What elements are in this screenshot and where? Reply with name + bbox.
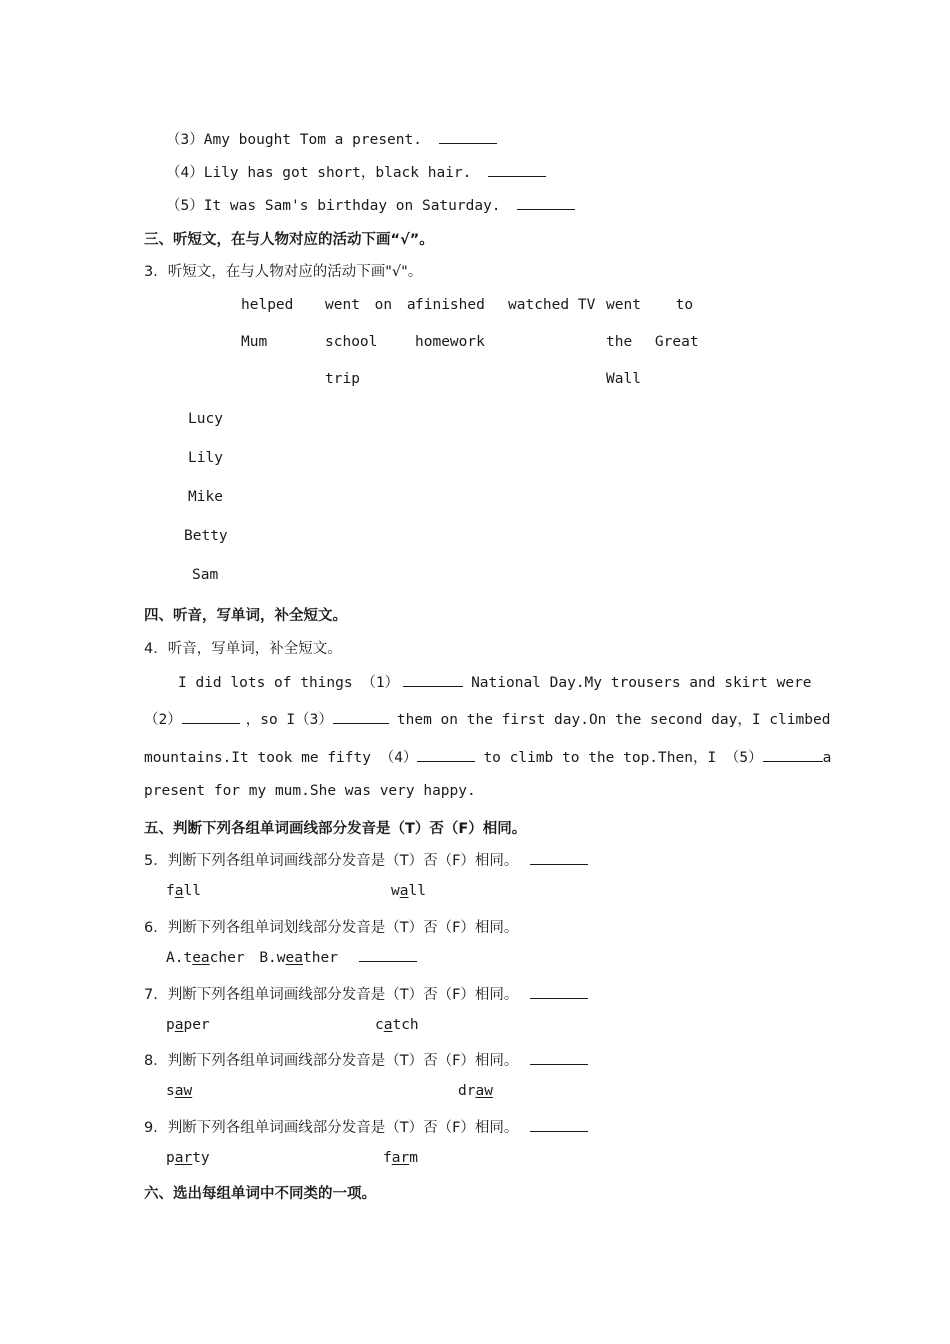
q5-word-1: fall <box>166 883 201 899</box>
question-6: 6．判断下列各组单词划线部分发音是（T）否（F）相同。 <box>144 920 519 936</box>
passage-line-4: present for my mum.She was very happy. <box>144 783 476 799</box>
blank-3[interactable] <box>333 722 389 724</box>
passage-line-2: （2） ，so I（3） them on the first day.On the second day，I climbed <box>144 712 831 728</box>
person-lily: Lily <box>188 450 223 466</box>
blank-4[interactable] <box>417 760 475 762</box>
question-4: 4．听音，写单词，补全短文。 <box>144 641 342 657</box>
question-5: 5．判断下列各组单词画线部分发音是（T）否（F）相同。 <box>144 849 588 870</box>
q9-word-1: party <box>166 1150 210 1166</box>
answer-blank[interactable] <box>530 1063 588 1065</box>
answer-blank[interactable] <box>439 142 497 144</box>
q7-word-2: catch <box>375 1017 419 1033</box>
blank-2[interactable] <box>182 722 240 724</box>
answer-blank[interactable] <box>530 1130 588 1132</box>
section-3-heading: 三、听短文，在与人物对应的活动下画“√”。 <box>144 232 434 248</box>
q7-word-1: paper <box>166 1017 210 1033</box>
q6-option-b: B.weather <box>259 950 338 966</box>
col-header-homework: finished <box>415 297 485 313</box>
item-4: （4）Lily has got short，black hair. <box>166 161 546 182</box>
item-3: （3）Amy bought Tom a present. <box>166 128 497 149</box>
col-header-great-wall: went to <box>606 297 694 313</box>
q6-options <box>166 950 417 966</box>
blank-1[interactable] <box>403 685 463 687</box>
question-3: 3．听短文，在与人物对应的活动下画"√"。 <box>144 264 423 280</box>
answer-blank[interactable] <box>517 208 575 210</box>
person-sam: Sam <box>192 567 219 583</box>
person-betty: Betty <box>184 528 228 544</box>
q6-option-a: A.teacher <box>166 950 245 966</box>
col-header-helped: helped <box>241 297 294 313</box>
col-header-watched-tv: watched TV <box>508 297 596 313</box>
question-8: 8．判断下列各组单词画线部分发音是（T）否（F）相同。 <box>144 1049 588 1070</box>
passage-line-1: I did lots of things （1） National Day.My trousers and skirt were <box>178 675 812 691</box>
question-9: 9．判断下列各组单词画线部分发音是（T）否（F）相同。 <box>144 1116 588 1137</box>
answer-blank[interactable] <box>530 863 588 865</box>
person-lucy: Lucy <box>188 411 223 427</box>
answer-blank[interactable] <box>530 997 588 999</box>
answer-blank[interactable] <box>359 960 417 962</box>
q8-word-1: saw <box>166 1083 193 1099</box>
section-4-heading: 四、听音，写单词，补全短文。 <box>144 608 347 624</box>
col-header-school-trip: went on a <box>325 297 416 313</box>
section-6-heading: 六、选出每组单词中不同类的一项。 <box>144 1186 376 1202</box>
passage-line-3: mountains.It took me fifty （4） to climb to the top.Then，I （5） a <box>144 750 832 766</box>
section-5-heading: 五、判断下列各组单词画线部分发音是（T）否（F）相同。 <box>144 821 527 837</box>
answer-blank[interactable] <box>488 175 546 177</box>
person-mike: Mike <box>188 489 223 505</box>
item-5: （5）It was Sam's birthday on Saturday. <box>166 194 575 215</box>
blank-5[interactable] <box>763 760 823 762</box>
q9-word-2: farm <box>383 1150 418 1166</box>
question-7: 7．判断下列各组单词画线部分发音是（T）否（F）相同。 <box>144 983 588 1004</box>
q8-word-2: draw <box>458 1083 493 1099</box>
q5-word-2: wall <box>391 883 426 899</box>
